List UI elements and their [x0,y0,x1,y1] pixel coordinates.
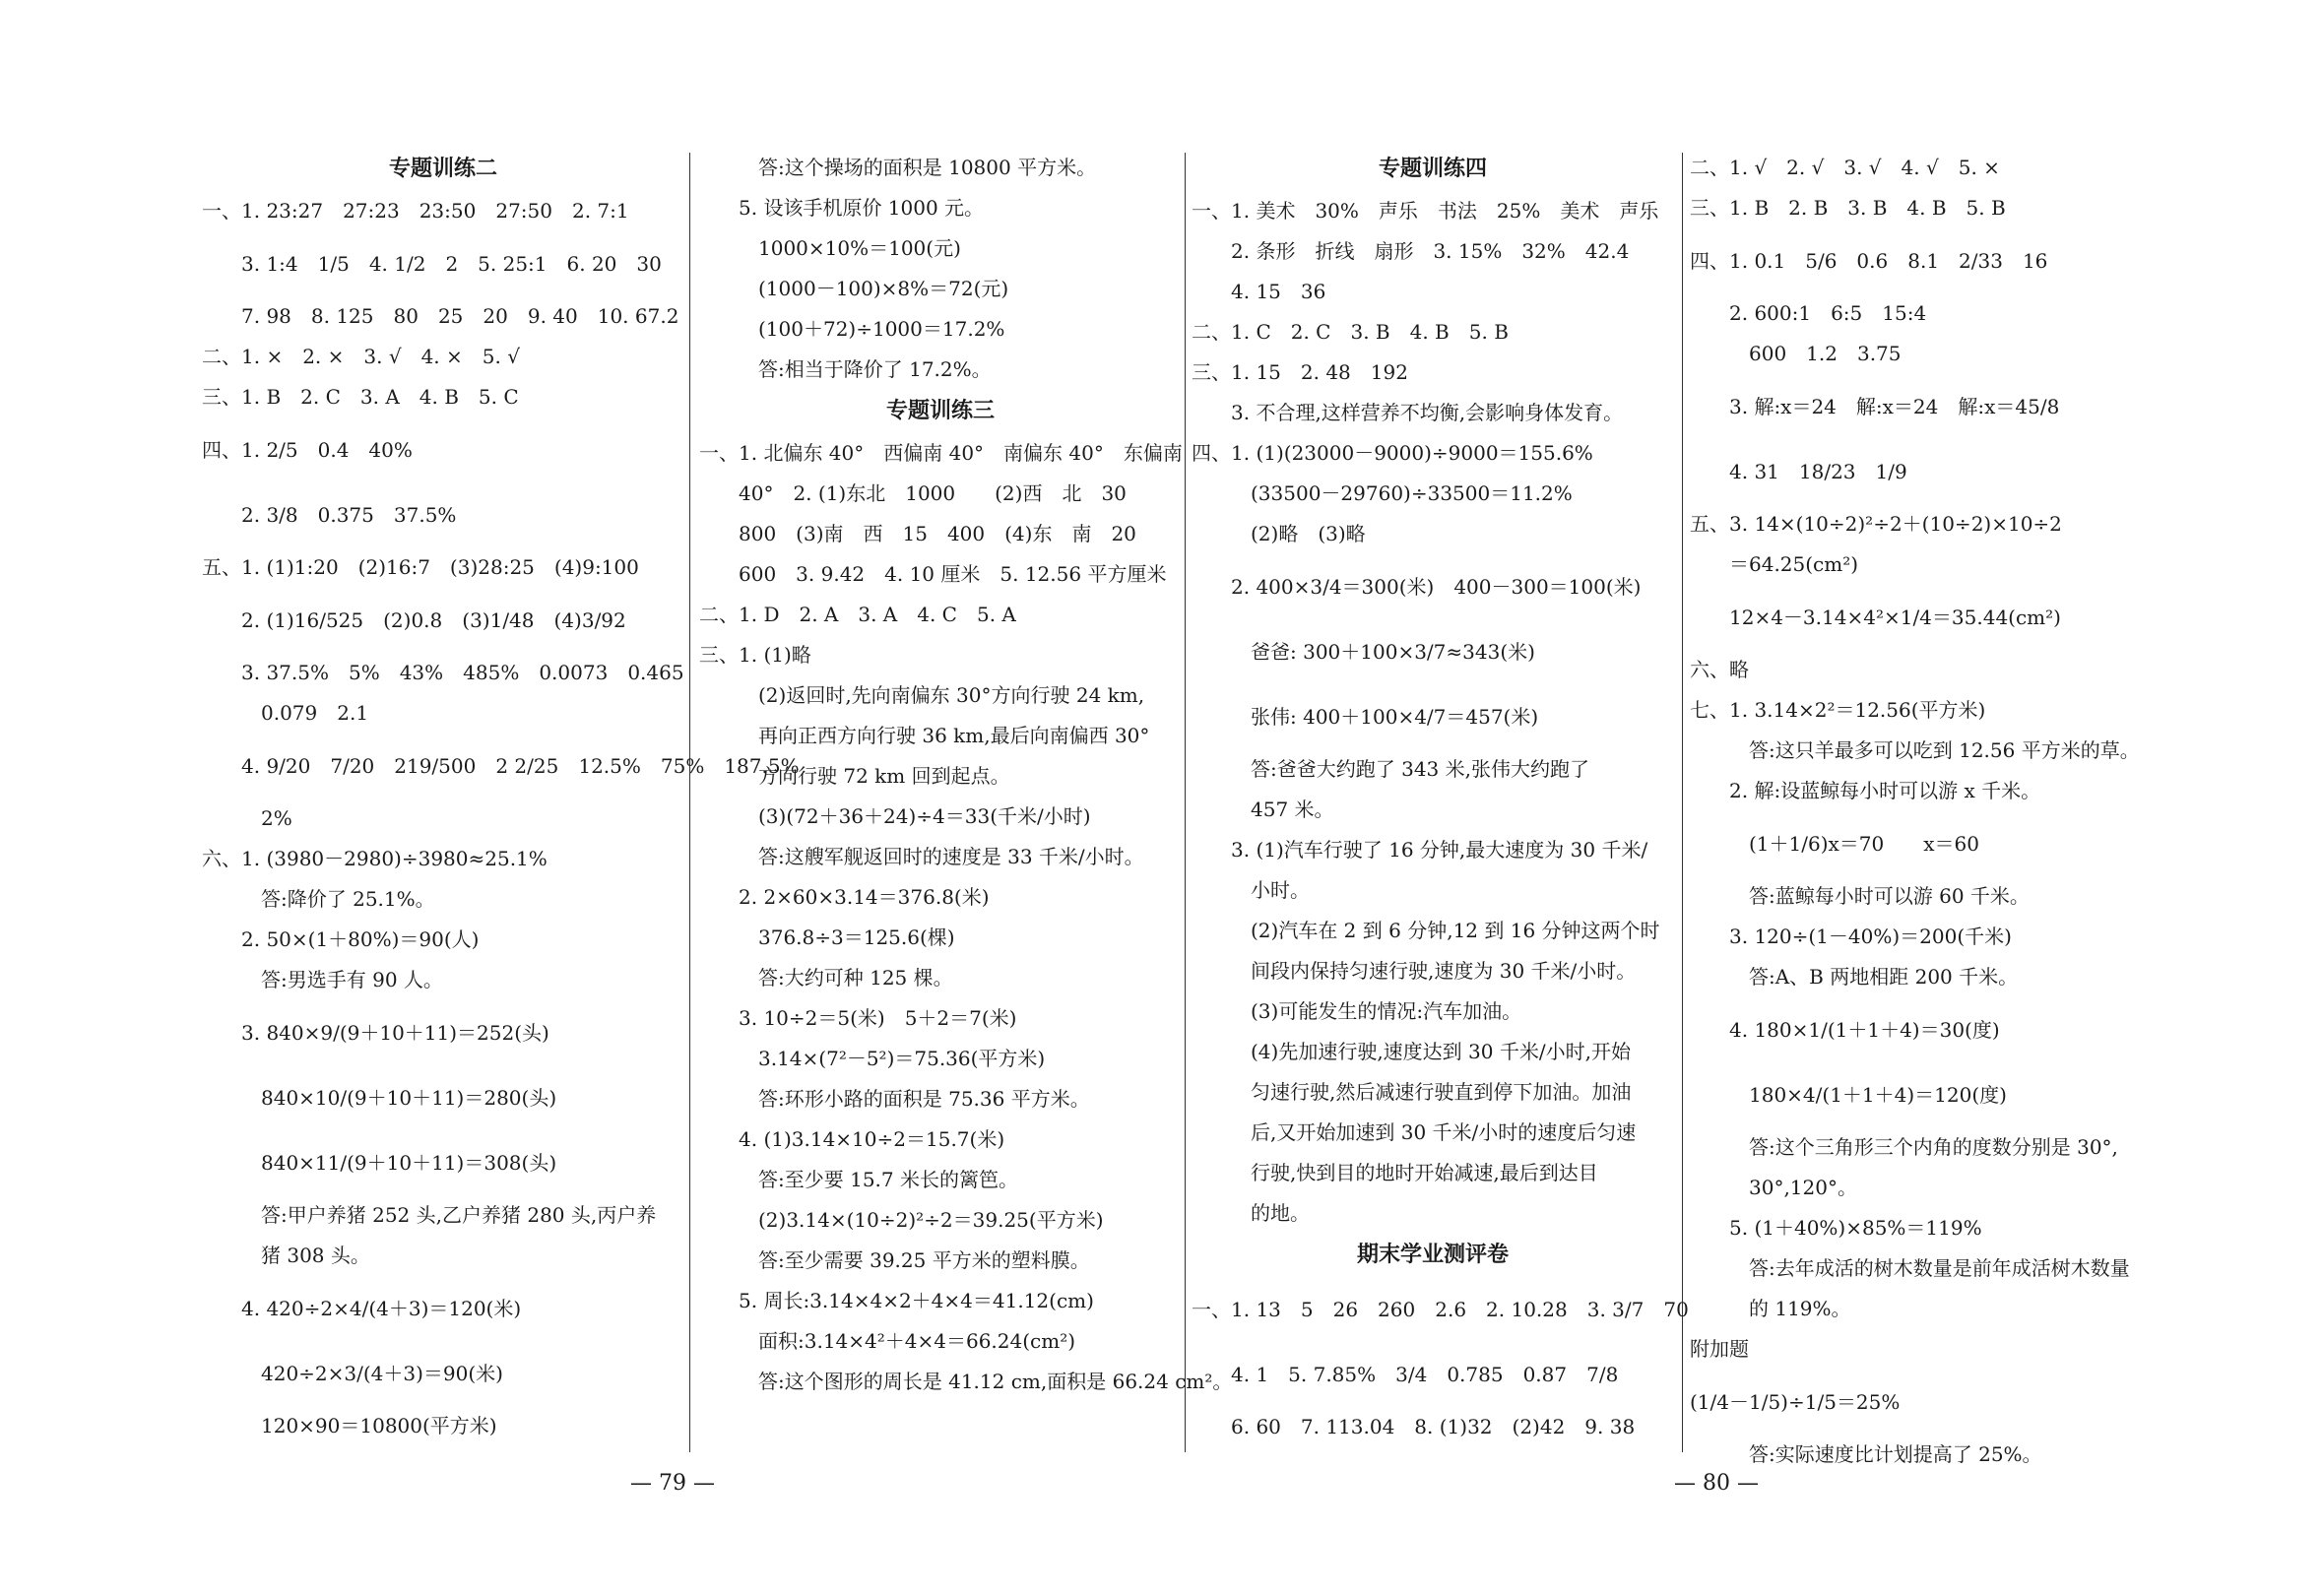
answer-line: 六、略 [1690,658,1749,681]
answer-line: 2. 600:1 6:5 15:4 [1690,301,1927,325]
answer-line: (33500－29760)÷33500＝11.2% [1192,481,1573,505]
answer-line: 爸爸: 300＋100×3/7≈343(米) [1192,640,1535,664]
answer-line: 六、1. (3980－2980)÷3980≈25.1% [202,847,548,870]
answer-line: 二、1. C 2. C 3. B 4. B 5. B [1192,320,1509,344]
answer-line: 0.079 2.1 [202,701,369,725]
answer-line: (2)3.14×(10÷2)²÷2＝39.25(平方米) [699,1208,1104,1232]
answer-line: (1/4－1/5)÷1/5＝25% [1690,1390,1901,1414]
answer-line: 457 米。 [1192,798,1334,821]
answer-line: 答:这个图形的周长是 41.12 cm,面积是 66.24 cm²。 [699,1370,1233,1393]
answer-line: 答:这艘军舰返回时的速度是 33 千米/小时。 [699,845,1144,868]
answer-line: 三、1. B 2. C 3. A 4. B 5. C [202,385,519,409]
answer-line: 5. (1＋40%)×85%＝119% [1690,1216,1982,1240]
answer-line: 3. 解:x＝24 解:x＝24 解:x＝45/8 [1690,395,2060,418]
answer-line: 840×10/(9＋10＋11)＝280(头) [202,1086,557,1110]
answer-line: 答:相当于降价了 17.2%。 [699,357,992,381]
answer-line: 匀速行驶,然后减速行驶直到停下加油。加油 [1192,1080,1632,1104]
answer-line: (1000－100)×8%＝72(元) [699,277,1009,300]
answer-line: 小时。 [1192,878,1310,902]
answer-line: (100＋72)÷1000＝17.2% [699,317,1005,341]
answer-line: 行驶,快到目的地时开始减速,最后到达目 [1192,1161,1598,1184]
answer-line: 答:爸爸大约跑了 343 米,张伟大约跑了 [1192,757,1589,781]
answer-line: 四、1. 0.1 5/6 0.6 8.1 2/33 16 [1690,249,2048,273]
answer-line: 2. 3/8 0.375 37.5% [202,503,457,527]
answer-line: (2)汽车在 2 到 6 分钟,12 到 16 分钟这两个时 [1192,919,1660,942]
answer-line: 答:甲户养猪 252 头,乙户养猪 280 头,丙户养 [202,1203,657,1227]
answer-line: 一、1. 美术 30% 声乐 书法 25% 美术 声乐 [1192,199,1659,223]
section-heading: 期末学业测评卷 [1356,1243,1509,1267]
answer-line: 180×4/(1＋1＋4)＝120(度) [1690,1083,2007,1107]
answer-line: 800 (3)南 西 15 400 (4)东 南 20 [699,522,1136,545]
answer-line: 12×4－3.14×4²×1/4＝35.44(cm²) [1690,606,2061,629]
answer-line: 七、1. 3.14×2²＝12.56(平方米) [1690,698,1986,722]
answer-line: 3. 不合理,这样营养不均衡,会影响身体发育。 [1192,401,1624,424]
answer-line: 3. 120÷(1－40%)＝200(千米) [1690,925,2012,948]
answer-line: 的 119%。 [1690,1297,1851,1320]
answer-line: 40° 2. (1)东北 1000 (2)西 北 30 [699,481,1127,505]
answer-line: (2)略 (3)略 [1192,522,1366,545]
section-heading: 专题训练四 [1378,157,1487,181]
answer-line: 附加题 [1690,1337,1749,1361]
answer-line: 二、1. D 2. A 3. A 4. C 5. A [699,603,1016,626]
answer-line: 7. 98 8. 125 80 25 20 9. 40 10. 67.2 [202,304,679,328]
answer-line: 三、1. B 2. B 3. B 4. B 5. B [1690,196,2006,220]
answer-line: 答:至少要 15.7 米长的篱笆。 [699,1168,1018,1191]
page-number-left: — 79 — [630,1471,715,1496]
answer-line: 四、1. 2/5 0.4 40% [202,438,413,462]
column-divider [1682,153,1683,1452]
answer-line: 方向行驶 72 km 回到起点。 [699,764,1010,788]
answer-line: 4. 1 5. 7.85% 3/4 0.785 0.87 7/8 [1192,1363,1619,1386]
answer-line: 五、3. 14×(10÷2)²÷2＋(10÷2)×10÷2 [1690,512,2062,536]
answer-line: 三、1. 15 2. 48 192 [1192,360,1408,384]
answer-line: 答:蓝鲸每小时可以游 60 千米。 [1690,884,2030,908]
answer-line: 4. (1)3.14×10÷2＝15.7(米) [699,1127,1005,1151]
answer-column-2 [699,148,1233,1402]
answer-line: 答:这个三角形三个内角的度数分别是 30°, [1690,1135,2118,1159]
answer-line: 30°,120°。 [1690,1176,1857,1199]
answer-line: (3)可能发生的情况:汽车加油。 [1192,999,1522,1023]
answer-line: 三、1. (1)略 [699,643,811,667]
answer-line: 1000×10%＝100(元) [699,236,961,260]
answer-line: 答:这个操场的面积是 10800 平方米。 [699,156,1097,179]
answer-line: 840×11/(9＋10＋11)＝308(头) [202,1151,557,1175]
answer-line: 3.14×(7²－5²)＝75.36(平方米) [699,1047,1046,1070]
answer-line: 二、1. × 2. × 3. √ 4. × 5. √ [202,345,520,368]
answer-line: 答:大约可种 125 棵。 [699,966,953,990]
answer-line: 一、1. 13 5 26 260 2.6 2. 10.28 3. 3/7 70 [1192,1298,1689,1321]
answer-line: 答:降价了 25.1%。 [202,887,435,911]
answer-line: 3. 840×9/(9＋10＋11)＝252(头) [202,1021,549,1045]
section-heading: 专题训练三 [885,399,995,423]
answer-line: 5. 周长:3.14×4×2＋4×4＝41.12(cm) [699,1289,1094,1312]
answer-line: 答:这只羊最多可以吃到 12.56 平方米的草。 [1690,738,2140,762]
answer-line: (1＋1/6)x＝70 x＝60 [1690,832,1979,856]
answer-line: 答:去年成活的树木数量是前年成活树木数量 [1690,1256,2130,1280]
answer-line: 4. 15 36 [1192,280,1326,303]
column-divider [1185,153,1186,1452]
answer-line: 答:环形小路的面积是 75.36 平方米。 [699,1087,1090,1111]
answer-column-4 [1690,148,2182,1475]
answer-line: 2. 条形 折线 扇形 3. 15% 32% 42.4 [1192,239,1630,263]
answer-line: 4. 9/20 7/20 219/500 2 2/25 12.5% 75% 187.5% [202,754,800,778]
answer-line: 2% [202,806,292,830]
answer-line: 再向正西方向行驶 36 km,最后向南偏西 30° [699,724,1150,747]
answer-line: 5. 设该手机原价 1000 元。 [699,196,985,220]
column-divider [689,153,690,1452]
answer-line: (4)先加速行驶,速度达到 30 千米/小时,开始 [1192,1040,1631,1063]
answer-line: 4. 180×1/(1＋1＋4)＝30(度) [1690,1018,2000,1042]
answer-line: 五、1. (1)1:20 (2)16:7 (3)28:25 (4)9:100 [202,555,639,579]
answer-line: 2. 400×3/4＝300(米) 400－300＝100(米) [1192,575,1642,599]
answer-line: (2)返回时,先向南偏东 30°方向行驶 24 km, [699,683,1145,707]
answer-line: 答:男选手有 90 人。 [202,968,443,991]
answer-line: 2. 2×60×3.14＝376.8(米) [699,885,990,909]
answer-line: 间段内保持匀速行驶,速度为 30 千米/小时。 [1192,959,1637,983]
answer-line: 一、1. 北偏东 40° 西偏南 40° 南偏东 40° 东偏南 [699,441,1183,465]
answer-line: 2. 50×(1＋80%)＝90(人) [202,927,480,951]
answer-line: 4. 420÷2×4/(4＋3)＝120(米) [202,1297,522,1320]
page-number-right: — 80 — [1674,1471,1759,1496]
answer-line: 2. 解:设蓝鲸每小时可以游 x 千米。 [1690,779,2041,802]
answer-line: ＝64.25(cm²) [1690,552,1859,576]
answer-line: 376.8÷3＝125.6(棵) [699,926,955,949]
answer-column-3 [1192,148,1689,1447]
answer-line: 一、1. 23:27 27:23 23:50 27:50 2. 7:1 [202,199,629,223]
answer-line: 答:A、B 两地相距 200 千米。 [1690,965,2019,989]
answer-line: 的地。 [1192,1201,1310,1225]
answer-line: (3)(72＋36＋24)÷4＝33(千米/小时) [699,804,1091,828]
answer-line: 3. (1)汽车行驶了 16 分钟,最大速度为 30 千米/ [1192,838,1648,862]
answer-line: 600 3. 9.42 4. 10 厘米 5. 12.56 平方厘米 [699,562,1167,586]
answer-line: 答:至少需要 39.25 平方米的塑料膜。 [699,1248,1090,1272]
answer-line: 猪 308 头。 [202,1244,370,1267]
answer-line: 600 1.2 3.75 [1690,342,1902,365]
answer-line: 四、1. (1)(23000－9000)÷9000＝155.6% [1192,441,1593,465]
answer-line: 答:实际速度比计划提高了 25%。 [1690,1442,2042,1466]
answer-line: 3. 1:4 1/5 4. 1/2 2 5. 25:1 6. 20 30 [202,252,662,276]
section-heading: 专题训练二 [388,157,497,181]
answer-line: 6. 60 7. 113.04 8. (1)32 (2)42 9. 38 [1192,1415,1636,1438]
answer-line: 3. 37.5% 5% 43% 485% 0.0073 0.465 [202,661,684,684]
answer-line: 3. 10÷2＝5(米) 5＋2＝7(米) [699,1006,1017,1030]
answer-line: 后,又开始加速到 30 千米/小时的速度后匀速 [1192,1120,1637,1144]
answer-line: 二、1. √ 2. √ 3. √ 4. √ 5. × [1690,156,2000,179]
answer-line: 120×90＝10800(平方米) [202,1414,497,1437]
answer-line: 面积:3.14×4²＋4×4＝66.24(cm²) [699,1329,1076,1353]
answer-line: 张伟: 400＋100×4/7＝457(米) [1192,705,1539,729]
answer-line: 4. 31 18/23 1/9 [1690,460,1907,483]
answer-line: 2. (1)16/525 (2)0.8 (3)1/48 (4)3/92 [202,608,626,632]
answer-line: 420÷2×3/(4＋3)＝90(米) [202,1362,503,1385]
